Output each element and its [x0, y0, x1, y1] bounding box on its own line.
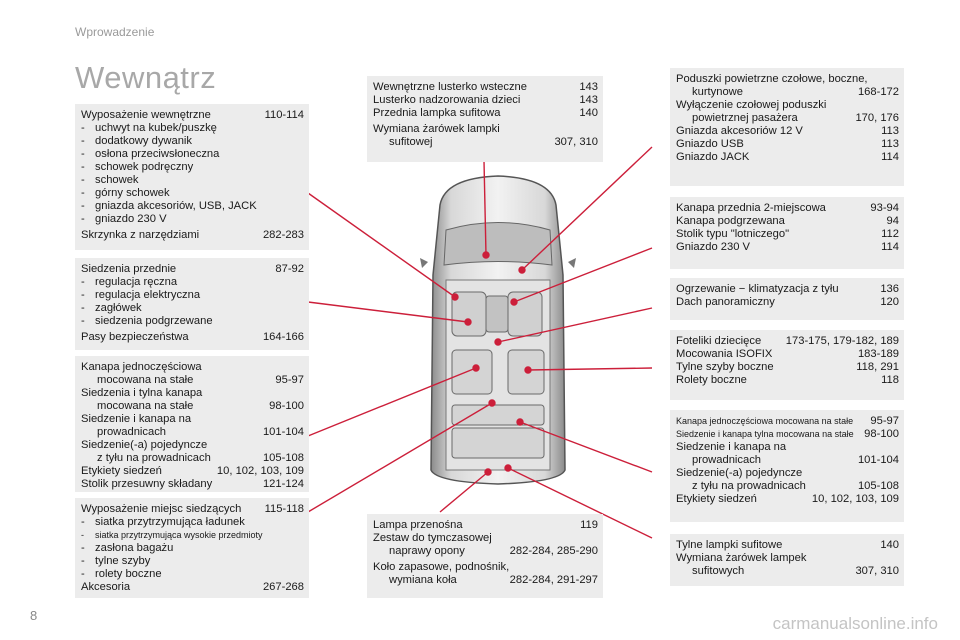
box-front-seats — [75, 258, 309, 350]
entry-label-cont: kurtynowe — [692, 86, 743, 98]
entry-pages: 112 — [881, 228, 899, 240]
entry-label: Kanapa przednia 2-miejscowa — [676, 202, 826, 214]
entry-label: Gniazda akcesoriów 12 V — [676, 125, 803, 137]
entry-pages: 170, 176 — [855, 112, 899, 124]
list-item: - regulacja ręczna — [81, 276, 304, 289]
entry-label: Lampa przenośna — [373, 519, 463, 531]
box-mirrors-lamps — [367, 76, 603, 162]
entry-pages: 95-97 — [275, 374, 304, 386]
entry-pages: 168-172 — [857, 86, 899, 98]
entry-label-cont: mocowana na stałe — [97, 374, 194, 386]
page-title: Wewnątrz — [75, 60, 217, 95]
page-number: 8 — [30, 608, 38, 623]
entry-pages: 113 — [881, 138, 899, 150]
list-item: - siatka przytrzymująca wysokie przedmioty — [81, 529, 304, 542]
entry-pages: 98-100 — [864, 428, 899, 440]
box-head-pages: 110-114 — [264, 109, 304, 121]
entry-pages: 307, 310 — [554, 136, 598, 148]
list-item: - rolety boczne — [81, 568, 304, 581]
entry-label: Zestaw do tymczasowej — [373, 532, 492, 544]
entry-pages: 98-100 — [269, 400, 304, 412]
entry-label: Gniazdo 230 V — [676, 241, 751, 253]
entry-pages: 140 — [579, 107, 598, 119]
entry-label-cont: wymiana koła — [389, 574, 457, 586]
list-item: - gniazda akcesoriów, USB, JACK — [81, 200, 304, 213]
box-head-label: Siedzenia przednie — [81, 263, 177, 275]
watermark: carmanualsonline.info — [772, 614, 938, 633]
entry-label: Tylne lampki sufitowe — [676, 539, 783, 551]
entry-label-cont: z tyłu na prowadnicach — [97, 452, 211, 464]
box-child-seats — [670, 330, 904, 400]
list-item: - siatka przytrzymująca ładunek — [81, 516, 304, 529]
entry-pages: 120 — [880, 296, 899, 308]
list-item: - zagłówek — [81, 302, 304, 315]
entry-pages: 114 — [881, 151, 899, 163]
entry-label: Rolety boczne — [676, 374, 747, 386]
list-item: - dodatkowy dywanik — [81, 135, 304, 148]
entry-label: Tylne szyby boczne — [676, 361, 774, 373]
box-rear-lamps — [670, 534, 904, 586]
entry-label: Kanapa podgrzewana — [676, 215, 785, 227]
box-head-label: Wyposażenie wewnętrzne — [81, 109, 211, 121]
entry-pages: 118, 291 — [856, 361, 899, 373]
box-rear-benches — [670, 410, 904, 522]
box-tail-pages: 282-283 — [262, 229, 304, 241]
entry-pages: 119 — [580, 519, 598, 531]
list-item: - regulacja elektryczna — [81, 289, 304, 302]
list-item: - zasłona bagażu — [81, 542, 304, 555]
entry-label: Gniazdo JACK — [676, 151, 750, 163]
entry-pages: 113 — [881, 125, 899, 137]
entry-label: Kanapa jednoczęściowa — [81, 361, 202, 373]
entry-label: Stolik przesuwny składany — [81, 478, 213, 490]
entry-label-cont: powietrznej pasażera — [692, 112, 798, 124]
box-head-pages: 87-92 — [275, 263, 304, 275]
entry-label: Kanapa jednoczęściowa mocowana na stałe — [676, 416, 854, 426]
entry-pages: 143 — [579, 81, 598, 93]
list-item: - schowek — [81, 174, 304, 187]
entry-label: Ogrzewanie − klimatyzacja z tyłu — [676, 283, 839, 295]
entry-label-cont: prowadnicach — [97, 426, 167, 438]
entry-label: Siedzenie(-a) pojedyncze — [81, 439, 208, 451]
entry-pages: 140 — [880, 539, 899, 551]
entry-label: Etykiety siedzeń — [81, 465, 162, 477]
list-item: - górny schowek — [81, 187, 304, 200]
box-tail-pages: 267-268 — [262, 581, 304, 593]
entry-pages: 121-124 — [262, 478, 304, 490]
entry-label: Wewnętrzne lusterko wsteczne — [373, 81, 527, 93]
list-item: - gniazdo 230 V — [81, 213, 304, 226]
entry-pages: 10, 102, 103, 109 — [811, 493, 899, 505]
entry-pages: 282-284, 291-297 — [509, 574, 598, 586]
list-item: - schowek podręczny — [81, 161, 304, 174]
entry-label: Siedzenia i tylna kanapa — [81, 387, 203, 399]
box-front-bench — [670, 197, 904, 269]
list-item: - osłona przeciwsłoneczna — [81, 148, 304, 161]
entry-pages: 101-104 — [262, 426, 304, 438]
box-tail-label: Pasy bezpieczeństwa — [81, 331, 189, 343]
entry-label-cont: z tyłu na prowadnicach — [692, 480, 806, 492]
entry-pages: 10, 102, 103, 109 — [216, 465, 304, 477]
list-item: - tylne szyby — [81, 555, 304, 568]
entry-pages: 114 — [881, 241, 899, 253]
entry-label: Siedzenie(-a) pojedyncze — [676, 467, 803, 479]
box-tail-label: Skrzynka z narzędziami — [81, 229, 200, 241]
entry-label: Koło zapasowe, podnośnik, — [373, 561, 510, 573]
box-tools — [367, 514, 603, 598]
entry-label: Mocowania ISOFIX — [676, 348, 773, 360]
section-label: Wprowadzenie — [75, 25, 155, 39]
entry-pages: 136 — [880, 283, 899, 295]
entry-pages: 118 — [881, 374, 899, 386]
entry-pages: 94 — [886, 215, 899, 227]
entry-label: Gniazdo USB — [676, 138, 744, 150]
entry-label: Foteliki dziecięce — [676, 335, 762, 347]
box-rear-seating — [75, 356, 309, 492]
entry-label: Dach panoramiczny — [676, 296, 775, 308]
entry-label-cont: prowadnicach — [692, 454, 762, 466]
box-tail-pages: 164-166 — [262, 331, 304, 343]
entry-label-cont: mocowana na stałe — [97, 400, 194, 412]
list-item: - siedzenia podgrzewane — [81, 315, 304, 328]
entry-label: Stolik typu "lotniczego" — [676, 228, 790, 240]
entry-pages: 143 — [579, 94, 598, 106]
entry-label: Siedzenie i kanapa tylna mocowana na stałe — [676, 429, 854, 439]
entry-label: Wymiana żarówek lampek — [676, 552, 807, 564]
box-head-pages: 115-118 — [264, 503, 304, 515]
entry-label: Etykiety siedzeń — [676, 493, 757, 505]
entry-label: Wyłączenie czołowej poduszki — [676, 99, 827, 111]
entry-label-cont: sufitowych — [692, 565, 745, 577]
box-climate-roof — [670, 278, 904, 320]
entry-pages: 105-108 — [857, 480, 899, 492]
entry-label: Przednia lampka sufitowa — [373, 107, 501, 119]
entry-pages: 173-175, 179-182, 189 — [785, 335, 899, 347]
entry-label: Siedzenie i kanapa na — [81, 413, 192, 425]
box-seating-equipment — [75, 498, 309, 598]
entry-label: Wymiana żarówek lampki — [373, 123, 500, 135]
entry-pages: 95-97 — [870, 415, 899, 427]
entry-pages: 282-284, 285-290 — [509, 545, 598, 557]
entry-label: Siedzenie i kanapa na — [676, 441, 787, 453]
box-airbags-sockets — [670, 68, 904, 186]
entry-pages: 105-108 — [262, 452, 304, 464]
box-head-label: Wyposażenie miejsc siedzących — [81, 503, 242, 515]
box-tail-label: Akcesoria — [81, 581, 131, 593]
front-seats — [452, 292, 542, 336]
list-item: - uchwyt na kubek/puszkę — [81, 122, 304, 135]
box-interior-equipment — [75, 104, 309, 250]
entry-pages: 183-189 — [857, 348, 899, 360]
entry-label: Poduszki powietrzne czołowe, boczne, — [676, 73, 868, 85]
entry-pages: 93-94 — [870, 202, 899, 214]
entry-pages: 307, 310 — [855, 565, 899, 577]
entry-label: Lusterko nadzorowania dzieci — [373, 94, 521, 106]
entry-pages: 101-104 — [857, 454, 899, 466]
entry-label-cont: sufitowej — [389, 136, 433, 148]
entry-label-cont: naprawy opony — [389, 545, 465, 557]
